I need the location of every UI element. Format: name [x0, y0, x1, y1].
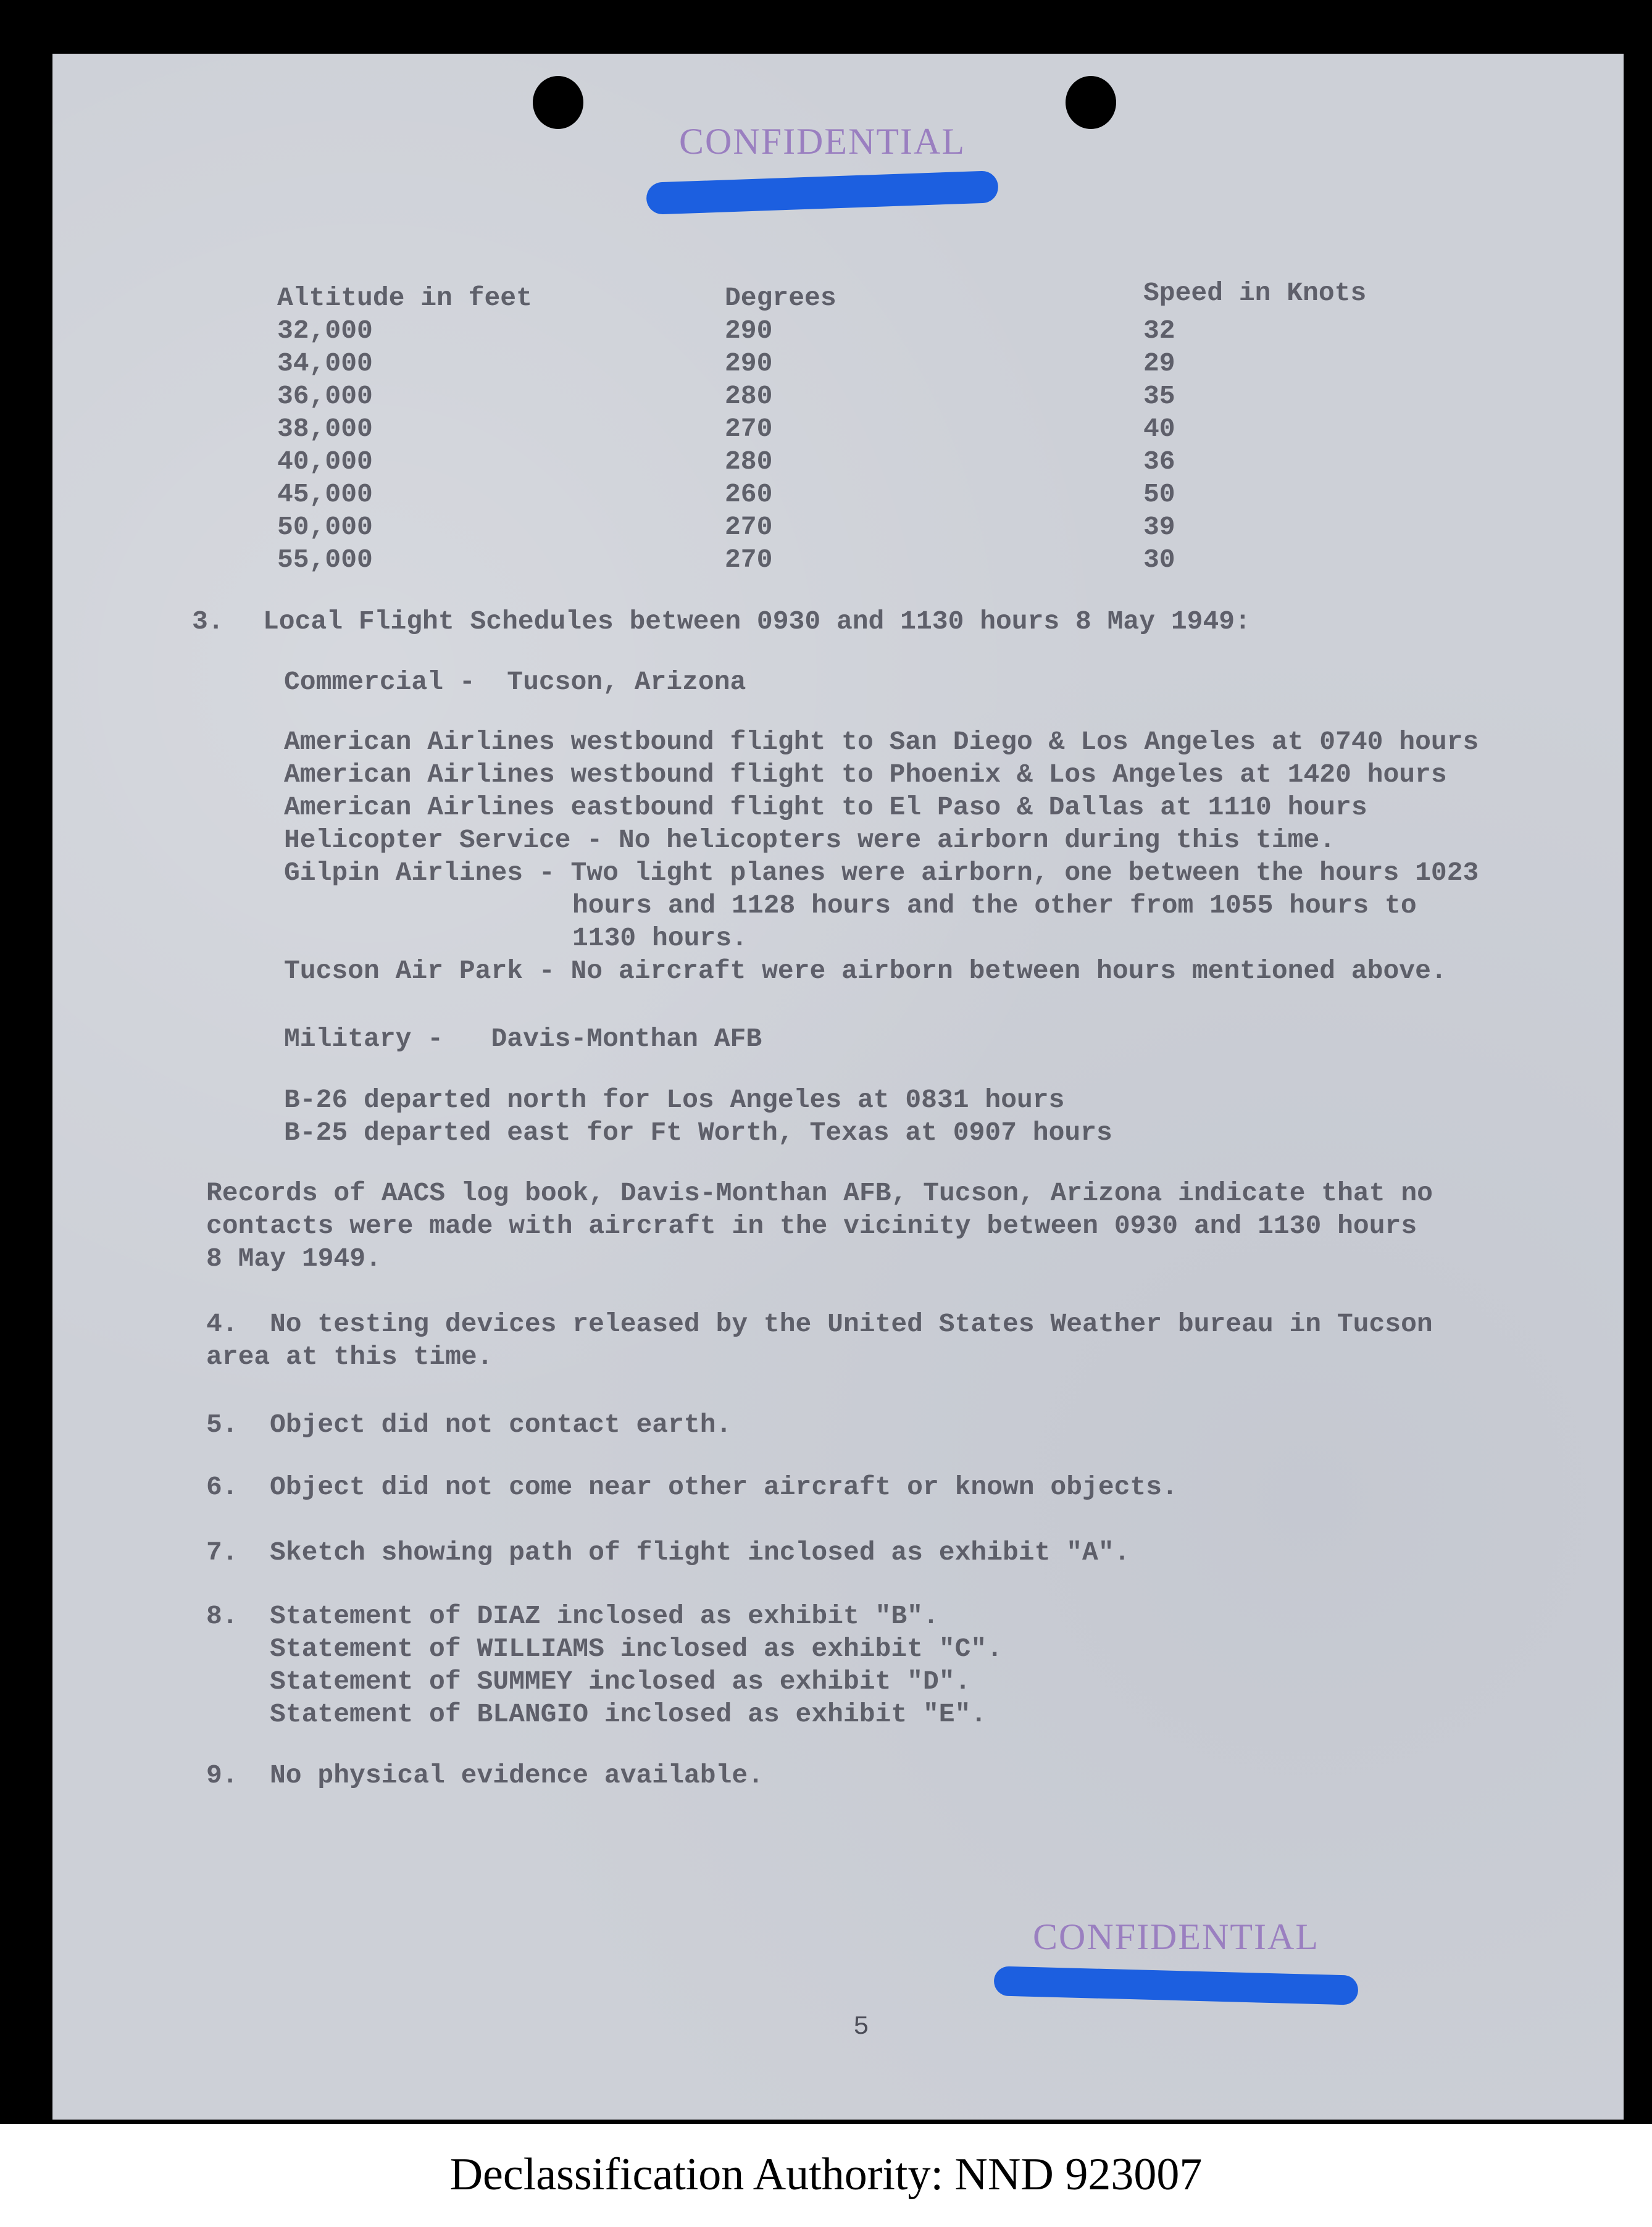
table-cell: 50 [1143, 479, 1175, 509]
table-cell: 270 [725, 545, 773, 575]
page-number: 5 [853, 2012, 869, 2042]
military-heading: Military - Davis-Monthan AFB [284, 1024, 762, 1054]
item-text: No physical evidence available. [270, 1760, 764, 1790]
table-header: Altitude in feet [277, 283, 532, 313]
table-cell: 36,000 [277, 381, 373, 411]
item-number: 8. [206, 1601, 238, 1631]
table-cell: 290 [725, 315, 773, 346]
commercial-line: American Airlines westbound flight to San Diego & Los Angeles at 0740 hours [284, 727, 1479, 757]
commercial-line: Tucson Air Park - No aircraft were airborn between hours mentioned above. [284, 956, 1447, 986]
table-cell: 40,000 [277, 446, 373, 477]
table-cell: 45,000 [277, 479, 373, 509]
item-number: 3. [192, 606, 224, 637]
table-cell: 36 [1143, 446, 1175, 477]
table-cell: 38,000 [277, 414, 373, 444]
table-header: Speed in Knots [1143, 278, 1367, 308]
stamp-text: CONFIDENTIAL [1033, 1916, 1319, 1957]
stamp-text: CONFIDENTIAL [679, 121, 966, 162]
item-number: 4. [206, 1309, 238, 1339]
item-number: 6. [206, 1472, 238, 1502]
table-cell: 280 [725, 381, 773, 411]
table-cell: 30 [1143, 545, 1175, 575]
section-title: Local Flight Schedules between 0930 and 1130 hours 8 May 1949: [263, 606, 1251, 637]
commercial-line: Helicopter Service - No helicopters were airborn during this time. [284, 825, 1336, 855]
declassification-caption: Declassification Authority: NND 923007 [449, 2149, 1203, 2200]
item-text: area at this time. [206, 1342, 493, 1372]
military-line: B-25 departed east for Ft Worth, Texas at 0907 hours [284, 1118, 1112, 1148]
punch-hole [1066, 76, 1116, 129]
table-header: Degrees [725, 283, 836, 313]
commercial-line: 1130 hours. [572, 923, 748, 953]
table-cell: 34,000 [277, 348, 373, 378]
table-cell: 270 [725, 414, 773, 444]
table-cell: 280 [725, 446, 773, 477]
item-text: Statement of WILLIAMS inclosed as exhibit "C". [270, 1634, 1003, 1664]
item-number: 5. [206, 1410, 238, 1440]
table-cell: 32,000 [277, 315, 373, 346]
table-cell: 40 [1143, 414, 1175, 444]
commercial-line: hours and 1128 hours and the other from 1055 hours to [572, 890, 1417, 921]
item-text: Object did not come near other aircraft or known objects. [270, 1472, 1178, 1502]
footer-band [0, 2124, 1652, 2227]
item-text: Statement of SUMMEY inclosed as exhibit "D". [270, 1666, 971, 1697]
records-line: 8 May 1949. [206, 1243, 382, 1274]
table-cell: 29 [1143, 348, 1175, 378]
confidential-stamp-top [646, 121, 998, 211]
table-cell: 260 [725, 479, 773, 509]
commercial-line: Gilpin Airlines - Two light planes were airborn, one between the hours 1023 [284, 858, 1479, 888]
table-cell: 32 [1143, 315, 1175, 346]
table-cell: 55,000 [277, 545, 373, 575]
table-cell: 50,000 [277, 512, 373, 542]
item-text: Statement of BLANGIO inclosed as exhibit "E". [270, 1699, 987, 1729]
redaction-marker [993, 1966, 1358, 2005]
item-number: 9. [206, 1760, 238, 1790]
table-cell: 290 [725, 348, 773, 378]
confidential-stamp-bottom [994, 1916, 1358, 2010]
commercial-line: American Airlines eastbound flight to El Paso & Dallas at 1110 hours [284, 792, 1367, 822]
item-number: 7. [206, 1537, 238, 1568]
table-cell: 270 [725, 512, 773, 542]
item-text: No testing devices released by the United States Weather bureau in Tucson [270, 1309, 1433, 1339]
item-text: Statement of DIAZ inclosed as exhibit "B". [270, 1601, 939, 1631]
military-line: B-26 departed north for Los Angeles at 0831 hours [284, 1085, 1065, 1115]
commercial-heading: Commercial - Tucson, Arizona [284, 667, 746, 697]
commercial-line: American Airlines westbound flight to Phoenix & Los Angeles at 1420 hours [284, 759, 1447, 790]
records-line: Records of AACS log book, Davis-Monthan AFB, Tucson, Arizona indicate that no [206, 1178, 1433, 1208]
item-text: Object did not contact earth. [270, 1410, 732, 1440]
item-text: Sketch showing path of flight inclosed as exhibit "A". [270, 1537, 1130, 1568]
table-cell: 39 [1143, 512, 1175, 542]
punch-hole [533, 76, 583, 129]
table-cell: 35 [1143, 381, 1175, 411]
redaction-marker [646, 170, 998, 215]
records-line: contacts were made with aircraft in the vicinity between 0930 and 1130 hours [206, 1211, 1417, 1241]
